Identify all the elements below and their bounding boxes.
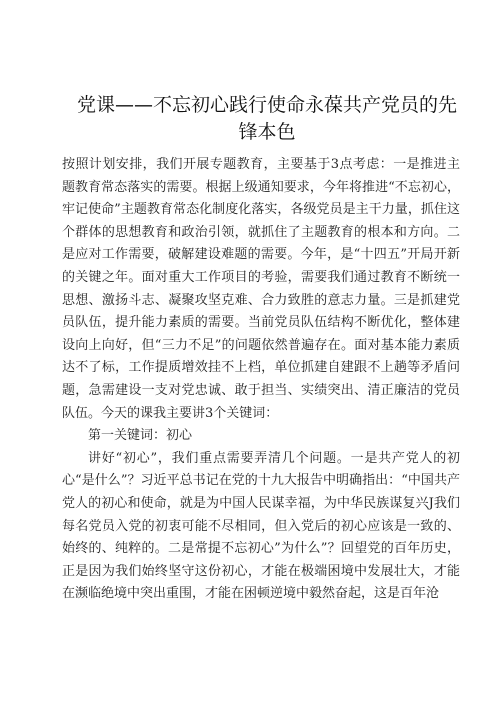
- document-title: 党课——不忘初心践行使命永葆共产党员的先锋本色: [76, 94, 457, 143]
- section-heading-keyword-1: 第一关键词：初心: [88, 428, 193, 444]
- paragraph-keyword-1: 讲好“初心”，我们重点需要弄清几个问题。一是共产党人的初心“是什么”？习近平总书记在党的十九大报告中明确指出：“中国共产党人的初心和使命，就是为中国人民谋幸福，为中华民族谋复兴J我们每名党员入党的初衷可能不尽相同，但入党后的初心应该是一致的、始终的、纯粹的。二是常提不忘初心”为什么”？回望党的百年历史，正是因为我们始终坚守这份初心，才能在极端困境中发展壮大，才能在濒临绝境中突出重围，才能在困顿逆境中毅然奋起，这是百年沧: [62, 450, 460, 602]
- paragraph-intro: 按照计划安排，我们开展专题教育，主要基于3点考虑：一是推进主题教育常态落实的需要。根据上级通知要求，今年将推进“不忘初心，牢记使命”主题教育常态化制度化落实，各级党员是主干力量，抓住这个群体的思想教育和政治引领，就抓住了主题教育的根本和方向。二是应对工作需要，破解建设难题的需要。今年，是“十四五”开局开新的关键之年。面对重大工作项目的考验，需要我们通过教育不断统一思想、激扬斗志、凝聚攻坚克难、合力致胜的意志力量。三是抓建党员队伍，提升能力素质的需要。当前党员队伍结构不断优化，整体建设向上向好，但“三力不足”的问题依然普遍存在。面对基本能力素质达不了标，工作提质增效挂不上档，单位抓建自建跟不上趟等矛盾问题，急需建设一支对党忠诚、敢于担当、实绩突出、清正廉洁的党员队伍。今天的课我主要讲3个关键词：: [62, 157, 460, 421]
- document-body: [62, 154, 460, 606]
